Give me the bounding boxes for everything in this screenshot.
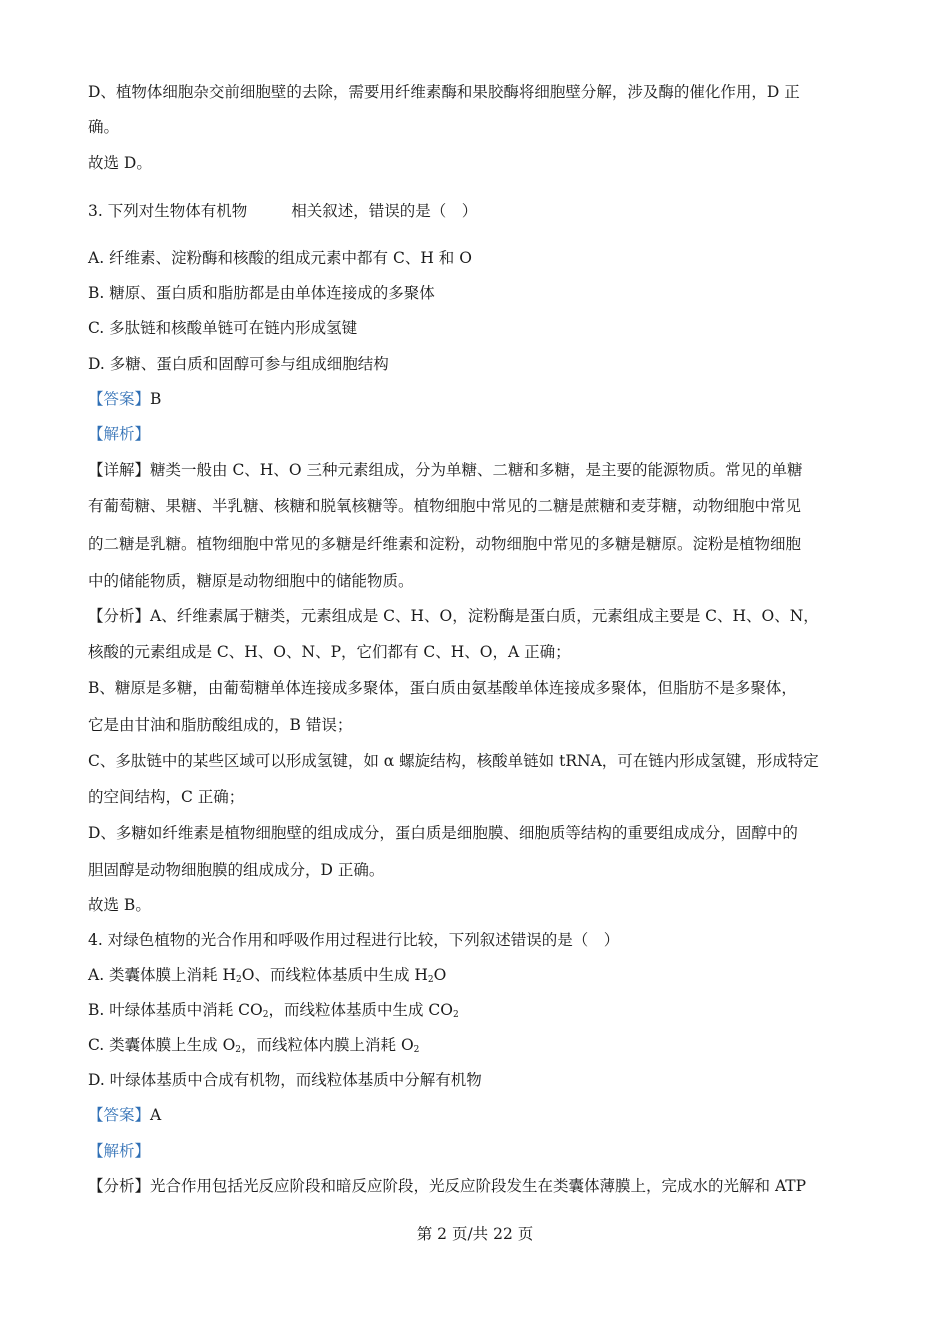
q4-option-a-sub2: 2: [427, 975, 434, 985]
q3-detail-line4: 中的储能物质，糖原是动物细胞中的储能物质。: [88, 572, 414, 590]
q3-answer: [88, 387, 161, 409]
q3-fenxi-line1: [88, 604, 819, 626]
q3-stem: [88, 199, 477, 221]
q4-option-a-text3: O: [433, 966, 447, 984]
q4-stem: 4. 对绿色植物的光合作用和呼吸作用过程进行比较，下列叙述错误的是（ ）: [88, 931, 620, 949]
q4-analysis-label: 【解析】: [88, 1142, 151, 1160]
q3-fenxi-line5: C、多肽链中的某些区域可以形成氢键，如 α 螺旋结构，核酸单链如 tRNA，可在链内形成氢键，形成特定: [88, 752, 819, 770]
q4-option-b-sub2: 2: [452, 1010, 459, 1020]
q3-stem-part2: 相关叙述，错误的是（ ）: [291, 202, 478, 220]
q4-option-a: [88, 963, 446, 985]
q3-detail-text1: 糖类一般由 C、H、O 三种元素组成，分为单糖、二糖和多糖，是主要的能源物质。常见的单糖: [150, 461, 803, 479]
prev-option-d-line2: 确。: [88, 118, 120, 136]
q4-option-b-text2: ，而线粒体基质中生成 CO: [268, 1001, 453, 1019]
q3-fenxi-line6: 的空间结构，C 正确；: [88, 788, 245, 806]
q3-analysis-label: 【解析】: [88, 425, 151, 443]
prev-option-d-line1: D、植物体细胞杂交前细胞壁的去除，需要用纤维素酶和果胶酶将细胞壁分解，涉及酶的催化作用，D 正: [88, 83, 800, 101]
q3-fenxi-line7: D、多糖如纤维素是植物细胞壁的组成成分，蛋白质是细胞膜、细胞质等结构的重要组成成分，固醇中的: [88, 824, 798, 842]
q4-fenxi-text1: 光合作用包括光反应阶段和暗反应阶段，光反应阶段发生在类囊体薄膜上，完成水的光解和 ATP: [150, 1177, 807, 1195]
q4-option-a-sub1: 2: [236, 975, 242, 985]
q4-answer: [88, 1103, 161, 1125]
q4-option-c-sub2: 2: [413, 1045, 420, 1055]
q3-answer-label: 【答案】: [88, 390, 151, 408]
q4-answer-value: A: [150, 1106, 162, 1124]
q4-option-b-sub1: 2: [262, 1010, 269, 1020]
q3-option-a: A. 纤维素、淀粉酶和核酸的组成元素中都有 C、H 和 O: [88, 249, 472, 267]
q4-option-b-text1: B. 叶绿体基质中消耗 CO: [88, 1001, 263, 1019]
q3-detail-line2: 有葡萄糖、果糖、半乳糖、核糖和脱氧核糖等。植物细胞中常见的二糖是蔗糖和麦芽糖，动物细胞中常见: [88, 497, 802, 515]
q3-fenxi-line4: 它是由甘油和脂肪酸组成的，B 错误；: [88, 716, 353, 734]
q3-option-d: D. 多糖、蛋白质和固醇可参与组成细胞结构: [88, 355, 389, 373]
q3-answer-value: B: [150, 390, 162, 408]
q4-fenxi-line1: [88, 1174, 806, 1196]
q4-option-b: [88, 998, 459, 1020]
q3-fenxi-line3: B、糖原是多糖，由葡萄糖单体连接成多聚体，蛋白质由氨基酸单体连接成多聚体，但脂肪不是多聚体，: [88, 679, 797, 697]
document-page: [88, 0, 863, 1344]
q4-option-d: D. 叶绿体基质中合成有机物，而线粒体基质中分解有机物: [88, 1071, 482, 1089]
q3-fenxi-line2: 核酸的元素组成是 C、H、O、N、P，它们都有 C、H、O，A 正确；: [88, 643, 571, 661]
q4-option-c: [88, 1033, 419, 1055]
q3-fenxi-label: 【分析】: [88, 607, 151, 625]
q3-stem-part1: 3. 下列对生物体有机物: [88, 202, 248, 220]
q4-option-a-text2: O、而线粒体基质中生成 H: [241, 966, 428, 984]
q3-detail-line1: [88, 458, 802, 480]
page-footer: 第 2 页/共 22 页: [416, 1225, 534, 1243]
q4-fenxi-label: 【分析】: [88, 1177, 151, 1195]
q3-fenxi-line8: 胆固醇是动物细胞膜的组成成分，D 正确。: [88, 861, 385, 879]
q3-detail-line3: 的二糖是乳糖。植物细胞中常见的多糖是纤维素和淀粉，动物细胞中常见的多糖是糖原。淀粉是植物细胞: [88, 535, 802, 553]
q4-option-c-text1: C. 类囊体膜上生成 O: [88, 1036, 236, 1054]
q3-option-b: B. 糖原、蛋白质和脂肪都是由单体连接成的多聚体: [88, 284, 435, 302]
q3-detail-label: 【详解】: [88, 461, 151, 479]
q4-option-a-text1: A. 类囊体膜上消耗 H: [88, 966, 236, 984]
q3-option-c: C. 多肽链和核酸单链可在链内形成氢键: [88, 319, 358, 337]
q4-option-c-text2: ，而线粒体内膜上消耗 O: [241, 1036, 414, 1054]
q3-fenxi-text1: A、纤维素属于糖类，元素组成是 C、H、O，淀粉酶是蛋白质，元素组成主要是 C、H、O、N，: [150, 607, 819, 625]
prev-conclusion: 故选 D。: [88, 154, 152, 172]
q4-answer-label: 【答案】: [88, 1106, 151, 1124]
q3-conclusion: 故选 B。: [88, 896, 151, 914]
q4-option-c-sub1: 2: [235, 1045, 242, 1055]
